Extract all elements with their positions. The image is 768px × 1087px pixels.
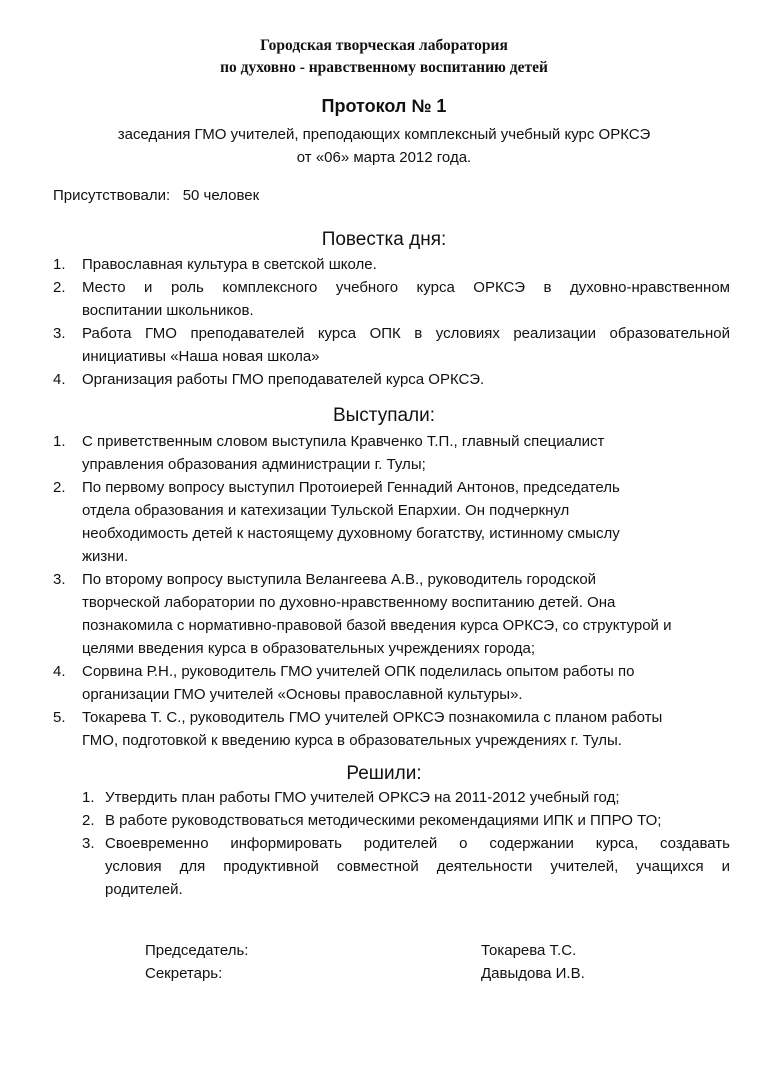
speakers-item-number: 1. (53, 433, 66, 450)
agenda-heading: Повестка дня: (321, 229, 447, 250)
decisions-item-text: условия для продуктивной совместной деятельности учителей, учащихся и (105, 858, 730, 875)
speakers-item-number: 4. (53, 663, 66, 680)
decisions-heading: Решили: (346, 763, 422, 784)
decisions-item-text: родителей. (105, 881, 183, 898)
decisions-item-text: Утвердить план работы ГМО учителей ОРКСЭ на 2011-2012 учебный год; (105, 789, 620, 806)
agenda-item-text: Организация работы ГМО преподавателей курса ОРКСЭ. (82, 371, 485, 388)
speakers-item-text: отдела образования и катехизации Тульской Епархии. Он подчеркнул (82, 502, 570, 519)
speakers-item-text: творческой лаборатории по духовно-нравственному воспитанию детей. Она (82, 594, 616, 611)
chair-label: Председатель: (145, 942, 249, 959)
org-line-2: по духовно - нравственному воспитанию детей (220, 59, 548, 76)
speakers-item-text: Токарева Т. С., руководитель ГМО учителей ОРКСЭ познакомила с планом работы (82, 709, 663, 726)
speakers-item-text: ГМО, подготовкой к введению курса в образовательных учреждениях г. Тулы. (82, 732, 622, 749)
agenda-item-number: 4. (53, 371, 66, 388)
protocol-title: Протокол № 1 (321, 96, 447, 116)
secretary-label: Секретарь: (145, 965, 223, 982)
speakers-item-number: 5. (53, 709, 66, 726)
agenda-item-text: воспитании школьников. (82, 302, 254, 319)
speakers-item-number: 2. (53, 479, 66, 496)
speakers-item-text: Сорвина Р.Н., руководитель ГМО учителей ОПК поделилась опытом работы по (82, 663, 635, 680)
agenda-item-number: 2. (53, 279, 66, 296)
speakers-item-text: С приветственным словом выступила Кравченко Т.П., главный специалист (82, 433, 605, 450)
agenda-item-text: инициативы «Наша новая школа» (82, 348, 320, 365)
speakers-item-text: По второму вопросу выступила Велангеева А.В., руководитель городской (82, 571, 597, 588)
secretary-name: Давыдова И.В. (481, 965, 585, 982)
protocol-subtitle: заседания ГМО учителей, преподающих комплексный учебный курс ОРКСЭ (117, 126, 651, 143)
speakers-item-text: организации ГМО учителей «Основы православной культуры». (82, 686, 523, 703)
agenda-item-text: Место и роль комплексного учебного курса ОРКСЭ в духовно-нравственном (82, 279, 730, 296)
speakers-item-text: жизни. (82, 548, 129, 565)
agenda-item-number: 3. (53, 325, 66, 342)
speakers-item-number: 3. (53, 571, 66, 588)
decisions-item-text: В работе руководствоваться методическими рекомендациями ИПК и ППРО ТО; (105, 812, 662, 829)
speakers-item-text: необходимость детей к настоящему духовному богатству, истинному смыслу (82, 525, 620, 542)
speakers-item-text: По первому вопросу выступил Протоиерей Геннадий Антонов, председатель (82, 479, 620, 496)
protocol-date: от «06» марта 2012 года. (296, 149, 472, 166)
speakers-item-text: управления образования администрации г. Тулы; (82, 456, 426, 473)
decisions-item-number: 3. (82, 835, 95, 852)
agenda-item-number: 1. (53, 256, 66, 273)
speakers-item-text: целями введения курса в образовательных учреждениях города; (82, 640, 536, 657)
attendance (53, 187, 259, 204)
chair-name: Токарева Т.С. (481, 942, 577, 959)
decisions-item-text: Своевременно информировать родителей о содержании курса, создавать (105, 835, 730, 852)
decisions-item-number: 2. (82, 812, 95, 829)
attendance-label: Присутствовали: (53, 187, 171, 204)
attendance-value: 50 человек (182, 187, 260, 204)
agenda-item-text: Работа ГМО преподавателей курса ОПК в условиях реализации образовательной (82, 325, 730, 342)
decisions-item-number: 1. (82, 789, 95, 806)
speakers-item-text: познакомила с нормативно-правовой базой введения курса ОРКСЭ, со структурой и (82, 617, 672, 634)
speakers-heading: Выступали: (332, 405, 436, 426)
org-line-1: Городская творческая лаборатория (260, 37, 508, 54)
agenda-item-text: Православная культура в светской школе. (82, 256, 377, 273)
